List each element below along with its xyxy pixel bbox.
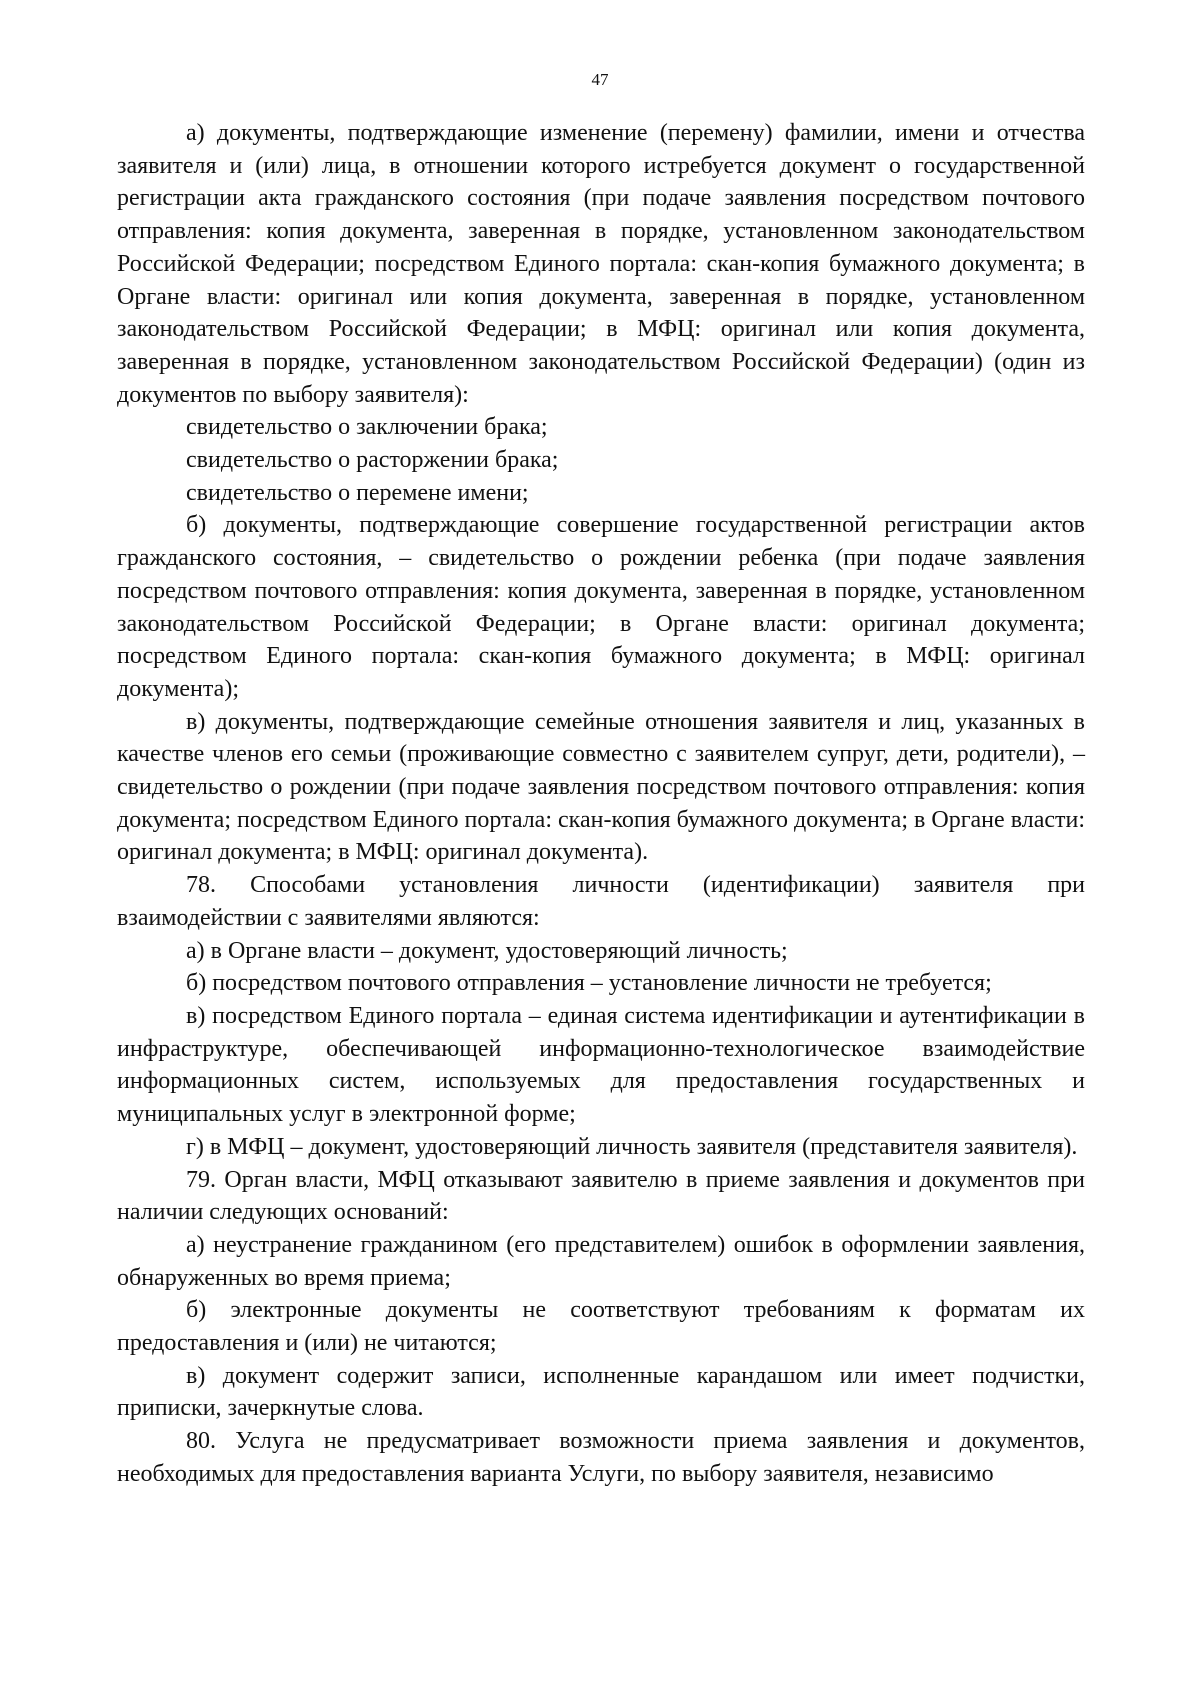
- paragraph-a-name-change-documents: а) документы, подтверждающие изменение (перемену) фамилии, имени и отчества заявителя и (или) лица, в отношении которого истребуется документ о государственной регистрации акта гражданского состояния (при подаче заявления посредством почтового отправления: копия документа, заверенная в порядке, установленном законодательством Российской Федерации; посредством Единого портала: скан-копия бумажного документа; в Органе власти: оригинал или копия документа, заверенная в порядке, установленном законодательством Российской Федерации; в МФЦ: оригинал или копия документа, заверенная в порядке, установленном законодательством Российской Федерации) (один из документов по выбору заявителя):: [117, 120, 1085, 408]
- paragraph-78-identification-methods: 78. Способами установления личности (идентификации) заявителя при взаимодействии с заявителями являются:: [117, 872, 1085, 931]
- paragraph-78-v: в) посредством Единого портала – единая система идентификации и аутентификации в инфраструктуре, обеспечивающей информационно-технологическое взаимодействие информационных систем, используемых для предоставления государственных и муниципальных услуг в электронной форме;: [117, 1002, 1085, 1128]
- list-item-marriage-certificate: свидетельство о заключении брака;: [186, 414, 548, 441]
- paragraph-79-a: а) неустранение гражданином (его представителем) ошибок в оформлении заявления, обнаруженных во время приема;: [117, 1231, 1085, 1291]
- paragraph-79-v: в) документ содержит записи, исполненные карандашом или имеет подчистки, приписки, зачеркнутые слова.: [117, 1362, 1085, 1422]
- paragraph-v-family-relation-documents: в) документы, подтверждающие семейные отношения заявителя и лиц, указанных в качестве членов его семьи (проживающие совместно с заявителем супруг, дети, родители), – свидетельство о рождении (при подаче заявления посредством почтового отправления: копия документа; посредством Единого портала: скан-копия бумажного документа; в Органе власти: оригинал документа; в МФЦ: оригинал документа).: [117, 708, 1085, 866]
- paragraph-b-civil-registration-documents: б) документы, подтверждающие совершение государственной регистрации актов гражданского состояния, – свидетельство о рождении ребенка (при подаче заявления посредством почтового отправления: копия документа, заверенная в порядке, установленном законодательством Российской Федерации; в Органе власти: оригинал документа; посредством Единого портала: скан-копия бумажного документа; в МФЦ: оригинал документа);: [117, 512, 1085, 702]
- paragraph-78-a: а) в Органе власти – документ, удостоверяющий личность;: [186, 937, 788, 964]
- paragraph-78-b: б) посредством почтового отправления – установление личности не требуется;: [186, 970, 992, 997]
- paragraph-80: 80. Услуга не предусматривает возможности приема заявления и документов, необходимых для предоставления варианта Услуги, по выбору заявителя, независимо: [117, 1428, 1085, 1487]
- document-body: [117, 117, 1085, 1491]
- list-item-divorce-certificate: свидетельство о расторжении брака;: [186, 447, 559, 474]
- paragraph-78-g: г) в МФЦ – документ, удостоверяющий личность заявителя (представителя заявителя).: [186, 1133, 1078, 1160]
- list-item-name-change-certificate: свидетельство о перемене имени;: [186, 479, 529, 506]
- page-number: 47: [591, 70, 609, 89]
- paragraph-79-b: б) электронные документы не соответствуют требованиям к форматам их предоставления и (или) не читаются;: [117, 1297, 1085, 1357]
- paragraph-79-refusal-grounds: 79. Орган власти, МФЦ отказывают заявителю в приеме заявления и документов при наличии следующих оснований:: [117, 1166, 1085, 1226]
